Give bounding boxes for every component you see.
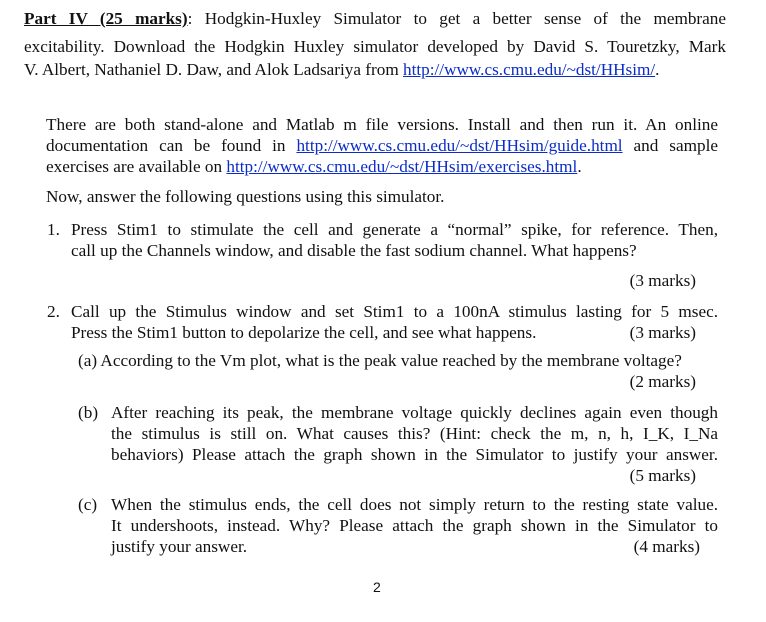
part-title: Part IV (25 marks)	[24, 9, 188, 28]
qc-line-1: When the stimulus ends, the cell does not simply return to the resting state value.	[111, 495, 718, 514]
qb-marks: (5 marks)	[629, 466, 696, 485]
para2-line-3: exercises are available on http://www.cs.cmu.edu/~dst/HHsim/exercises.html.	[46, 157, 582, 176]
exercises-link[interactable]: http://www.cs.cmu.edu/~dst/HHsim/exercises.html	[226, 157, 578, 176]
q1-line-1: Press Stim1 to stimulate the cell and generate a “normal” spike, for reference. Then,	[71, 220, 718, 239]
qb-label: (b)	[78, 403, 99, 422]
guide-link[interactable]: http://www.cs.cmu.edu/~dst/HHsim/guide.html	[296, 136, 623, 155]
qc-line-3: justify your answer.	[111, 537, 248, 556]
qb-line-3: behaviors) Please attach the graph shown in the Simulator to justify your answer.	[111, 445, 718, 464]
qc-label: (c)	[78, 495, 98, 514]
qc-marks: (4 marks)	[633, 537, 700, 556]
page-number: 2	[373, 579, 381, 595]
q1-marks: (3 marks)	[629, 271, 696, 290]
qb-line-2: the stimulus is still on. What causes this? (Hint: check the m, n, h, I_K, I_Na	[111, 424, 718, 443]
q2-line-2: Press the Stim1 button to depolarize the cell, and see what happens.	[71, 323, 537, 342]
q2-number: 2.	[47, 302, 60, 321]
qc-line-2: It undershoots, instead. Why? Please attach the graph shown in the Simulator to	[111, 516, 718, 535]
part-heading-line-2: excitability. Download the Hodgkin Huxley simulator developed by David S. Touretzky, Mark	[24, 37, 726, 56]
instructions-line: Now, answer the following questions using this simulator.	[46, 187, 445, 206]
q1-line-2: call up the Channels window, and disable the fast sodium channel. What happens?	[71, 241, 637, 260]
q1-number: 1.	[47, 220, 60, 239]
q2-line-1: Call up the Stimulus window and set Stim1 to a 100nA stimulus lasting for 5 msec.	[71, 302, 718, 321]
part-intro-text: : Hodgkin-Huxley Simulator to get a better sense of the membrane	[187, 9, 726, 28]
qa-line-1: (a) According to the Vm plot, what is the peak value reached by the membrane voltage?	[78, 351, 682, 370]
hhsim-link[interactable]: http://www.cs.cmu.edu/~dst/HHsim/	[403, 60, 656, 79]
qb-line-1: After reaching its peak, the membrane voltage quickly declines again even though	[111, 403, 718, 422]
part-heading-line-1	[24, 8, 726, 29]
para2-line-1: There are both stand-alone and Matlab m file versions. Install and then run it. An online	[46, 115, 718, 134]
q2-marks: (3 marks)	[629, 323, 696, 342]
para2-line-2: documentation can be found in http://www.cs.cmu.edu/~dst/HHsim/guide.html and sample	[46, 136, 718, 155]
part-heading-line-3: V. Albert, Nathaniel D. Daw, and Alok Ladsariya from http://www.cs.cmu.edu/~dst/HHsim/.	[24, 60, 660, 79]
qa-marks: (2 marks)	[629, 372, 696, 391]
